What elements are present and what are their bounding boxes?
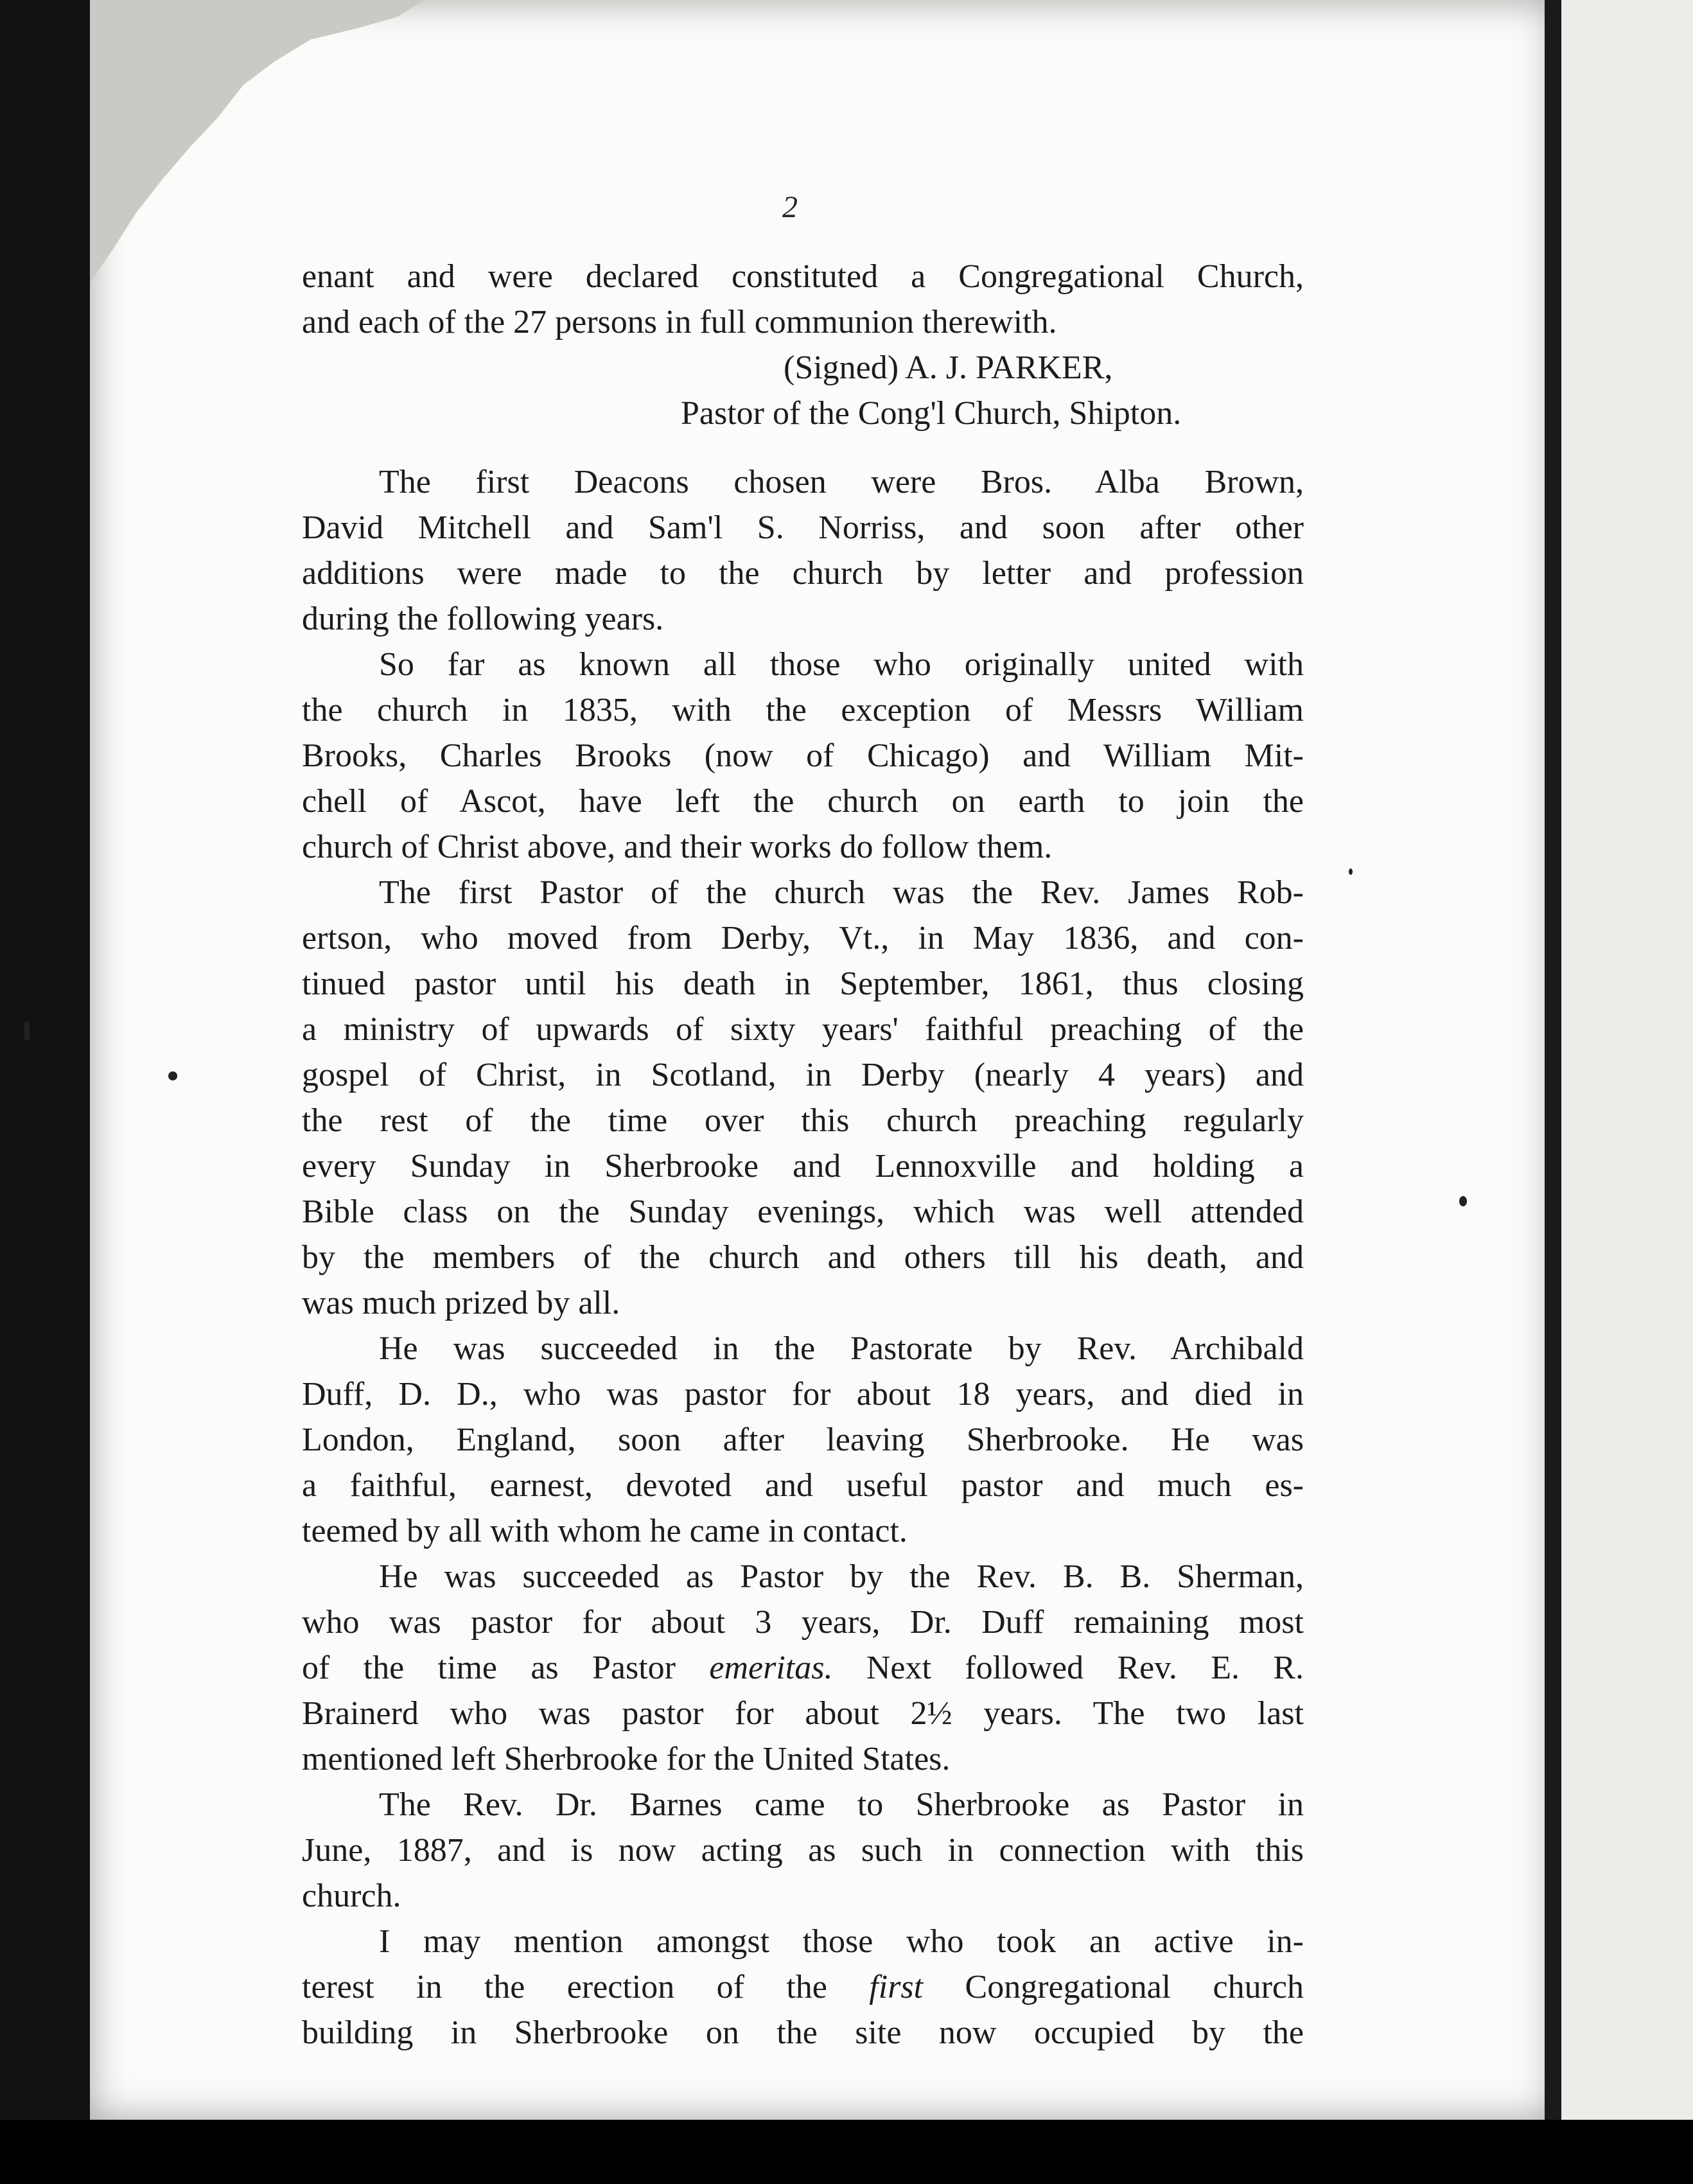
text-line: The Rev. Dr. Barnes came to Sherbrooke as Pastor in [379, 1786, 1304, 1823]
text-line: June, 1887, and is now acting as such in connection with this [302, 1832, 1304, 1869]
text-line: He was succeeded in the Pastorate by Rev. Archibald [379, 1330, 1304, 1367]
text-line: enant and were declared constituted a Congregational Church, [302, 258, 1304, 295]
text-line: the church in 1835, with the exception of Messrs William [302, 692, 1304, 728]
signature-line: (Signed) A. J. PARKER, [784, 349, 1113, 386]
text-line: was much prized by all. [302, 1285, 620, 1321]
text-line: Brainerd who was pastor for about 2½ years. The two last [302, 1695, 1304, 1732]
text-line: London, England, soon after leaving Sherbrooke. He was [302, 1422, 1304, 1458]
text-line: chell of Ascot, have left the church on earth to join the [302, 783, 1304, 820]
text-line: mentioned left Sherbrooke for the United States. [302, 1741, 951, 1777]
text-line: additions were made to the church by letter and profession [302, 555, 1304, 592]
text-line: ertson, who moved from Derby, Vt., in May 1836, and con- [302, 920, 1304, 956]
text-line: David Mitchell and Sam'l S. Norriss, and soon after other [302, 509, 1304, 546]
text-line: and each of the 27 persons in full communion therewith. [302, 304, 1057, 340]
text-line: tinued pastor until his death in September, 1861, thus closing [302, 965, 1304, 1002]
ink-speck [168, 1071, 177, 1080]
text-line: by the members of the church and others till his death, and [302, 1239, 1304, 1276]
scan-border [0, 2120, 1693, 2184]
text-line: I may mention amongst those who took an active in- [379, 1923, 1304, 1960]
ink-speck [1459, 1196, 1467, 1206]
page-gutter [1545, 0, 1561, 2120]
text-line: The first Deacons chosen were Bros. Alba Brown, [379, 464, 1304, 500]
text-line: church. [302, 1878, 401, 1914]
text-line: who was pastor for about 3 years, Dr. Duff remaining most [302, 1604, 1304, 1641]
text-line: every Sunday in Sherbrooke and Lennoxville and holding a [302, 1148, 1304, 1184]
text-line [302, 1964, 1304, 2010]
body-text [302, 254, 1304, 2056]
text-line: He was succeeded as Pastor by the Rev. B. B. Sherman, [379, 1558, 1304, 1595]
italic-term: first [869, 1969, 924, 2005]
text-line: teemed by all with whom he came in contact. [302, 1513, 908, 1549]
text-fragment: Congregational church [965, 1969, 1304, 2005]
italic-term: emeritas. [709, 1650, 833, 1686]
text-line: So far as known all those who originally united with [379, 646, 1304, 683]
text-line: a faithful, earnest, devoted and useful pastor and much es- [302, 1467, 1304, 1504]
text-fragment: Next followed Rev. E. R. [866, 1650, 1304, 1686]
text-line: during the following years. [302, 601, 664, 637]
text-line [302, 1645, 1304, 1691]
text-line: Duff, D. D., who was pastor for about 18 years, and died in [302, 1376, 1304, 1413]
ink-speck [1349, 868, 1353, 875]
signature-title: Pastor of the Cong'l Church, Shipton. [681, 395, 1182, 432]
facing-page-edge [1561, 0, 1693, 2120]
text-line: a ministry of upwards of sixty years' faithful preaching of the [302, 1011, 1304, 1048]
text-fragment: of the time as Pastor [302, 1650, 676, 1686]
text-line: gospel of Christ, in Scotland, in Derby (nearly 4 years) and [302, 1057, 1304, 1093]
text-line: Bible class on the Sunday evenings, which was well attended [302, 1193, 1304, 1230]
text-line: Brooks, Charles Brooks (now of Chicago) and William Mit- [302, 737, 1304, 774]
page-number: 2 [782, 190, 798, 224]
text-line: The first Pastor of the church was the Rev. James Rob- [379, 874, 1304, 911]
text-line: the rest of the time over this church preaching regularly [302, 1102, 1304, 1139]
torn-corner [90, 0, 424, 283]
ink-speck [24, 1021, 30, 1041]
text-fragment: terest in the erection of the [302, 1969, 827, 2005]
text-line: church of Christ above, and their works do follow them. [302, 829, 1053, 865]
text-line: building in Sherbrooke on the site now occupied by the [302, 2014, 1304, 2051]
